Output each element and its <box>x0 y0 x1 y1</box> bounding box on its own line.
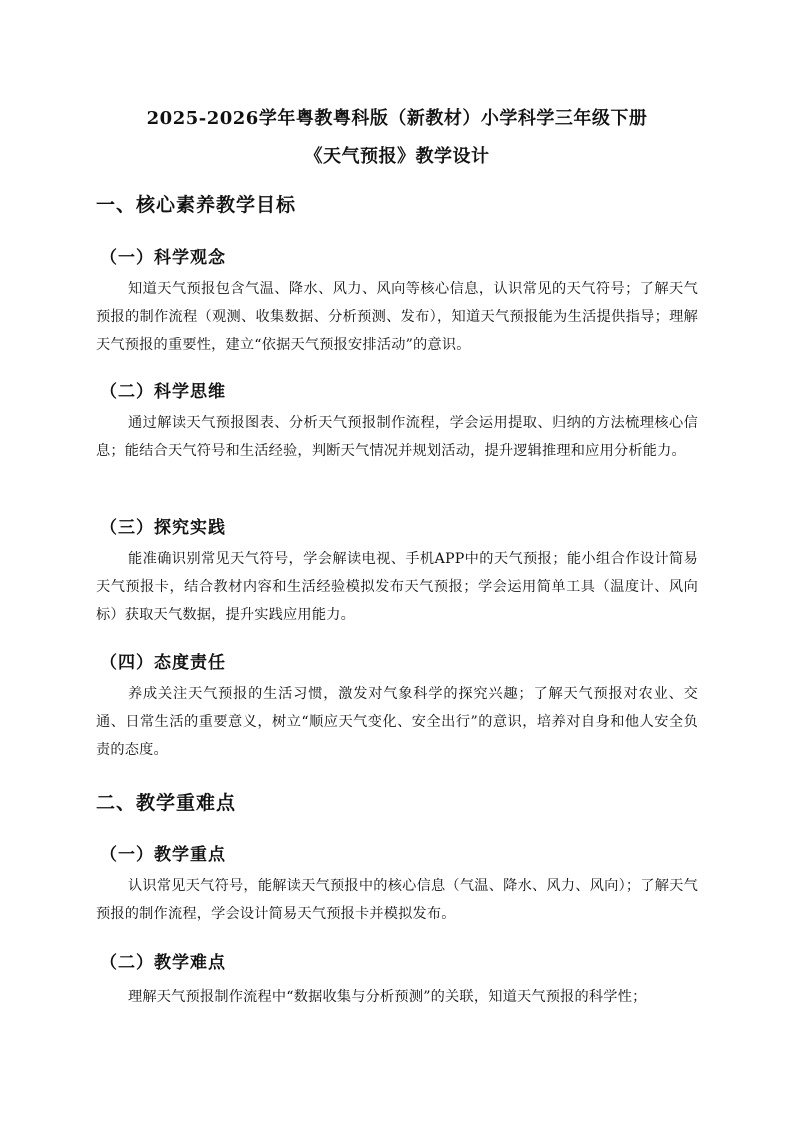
document-title-line1: 2025-2026学年粤教粤科版（新教材）小学科学三年级下册 <box>146 108 648 129</box>
section1-sub3-heading: （三）探究实践 <box>100 518 226 538</box>
section1-sub3-body: 能准确识别常见天气符号，学会解读电视、手机APP中的天气预报；能小组合作设计简易天气预报卡，结合教材内容和生活经验模拟发布天气预报；学会运用简单工具（温度计、风向标）获取天气数据，提升实践应用能力。 <box>96 551 698 623</box>
section1-sub4-heading: （四）态度责任 <box>100 653 226 673</box>
section1-sub4-body: 养成关注天气预报的生活习惯，激发对气象科学的探究兴趣；了解天气预报对农业、交通、日常生活的重要意义，树立“顺应天气变化、安全出行”的意识，培养对自身和他人安全负责的态度。 <box>96 686 698 758</box>
document-title-line2: 《天气预报》教学设计 <box>304 146 490 167</box>
section1-sub2-body: 通过解读天气预报图表、分析天气预报制作流程，学会运用提取、归纳的方法梳理核心信息；能结合天气符号和生活经验，判断天气情况并规划活动，提升逻辑推理和应用分析能力。 <box>96 415 698 459</box>
section1-sub1-body: 知道天气预报包含气温、降水、风力、风向等核心信息，认识常见的天气符号；了解天气预报的制作流程（观测、收集数据、分析预测、发布），知道天气预报能为生活提供指导；理解天气预报的重要性，建立“依据天气预报安排活动”的意识。 <box>96 281 698 353</box>
section2-sub2-body: 理解天气预报制作流程中“数据收集与分析预测”的关联，知道天气预报的科学性； <box>128 989 647 1005</box>
section2-sub2-heading: （二）教学难点 <box>100 953 226 973</box>
section1-heading: 一、核心素养教学目标 <box>96 194 297 216</box>
section2-heading: 二、教学重难点 <box>96 792 237 814</box>
section1-sub2-heading: （二）科学思维 <box>100 382 226 402</box>
section2-sub1-heading: （一）教学重点 <box>100 845 226 865</box>
section2-sub1-body: 认识常见天气符号，能解读天气预报中的核心信息（气温、降水、风力、风向）；了解天气预报的制作流程，学会设计简易天气预报卡并模拟发布。 <box>96 878 698 922</box>
section1-sub1-heading: （一）科学观念 <box>100 248 226 268</box>
